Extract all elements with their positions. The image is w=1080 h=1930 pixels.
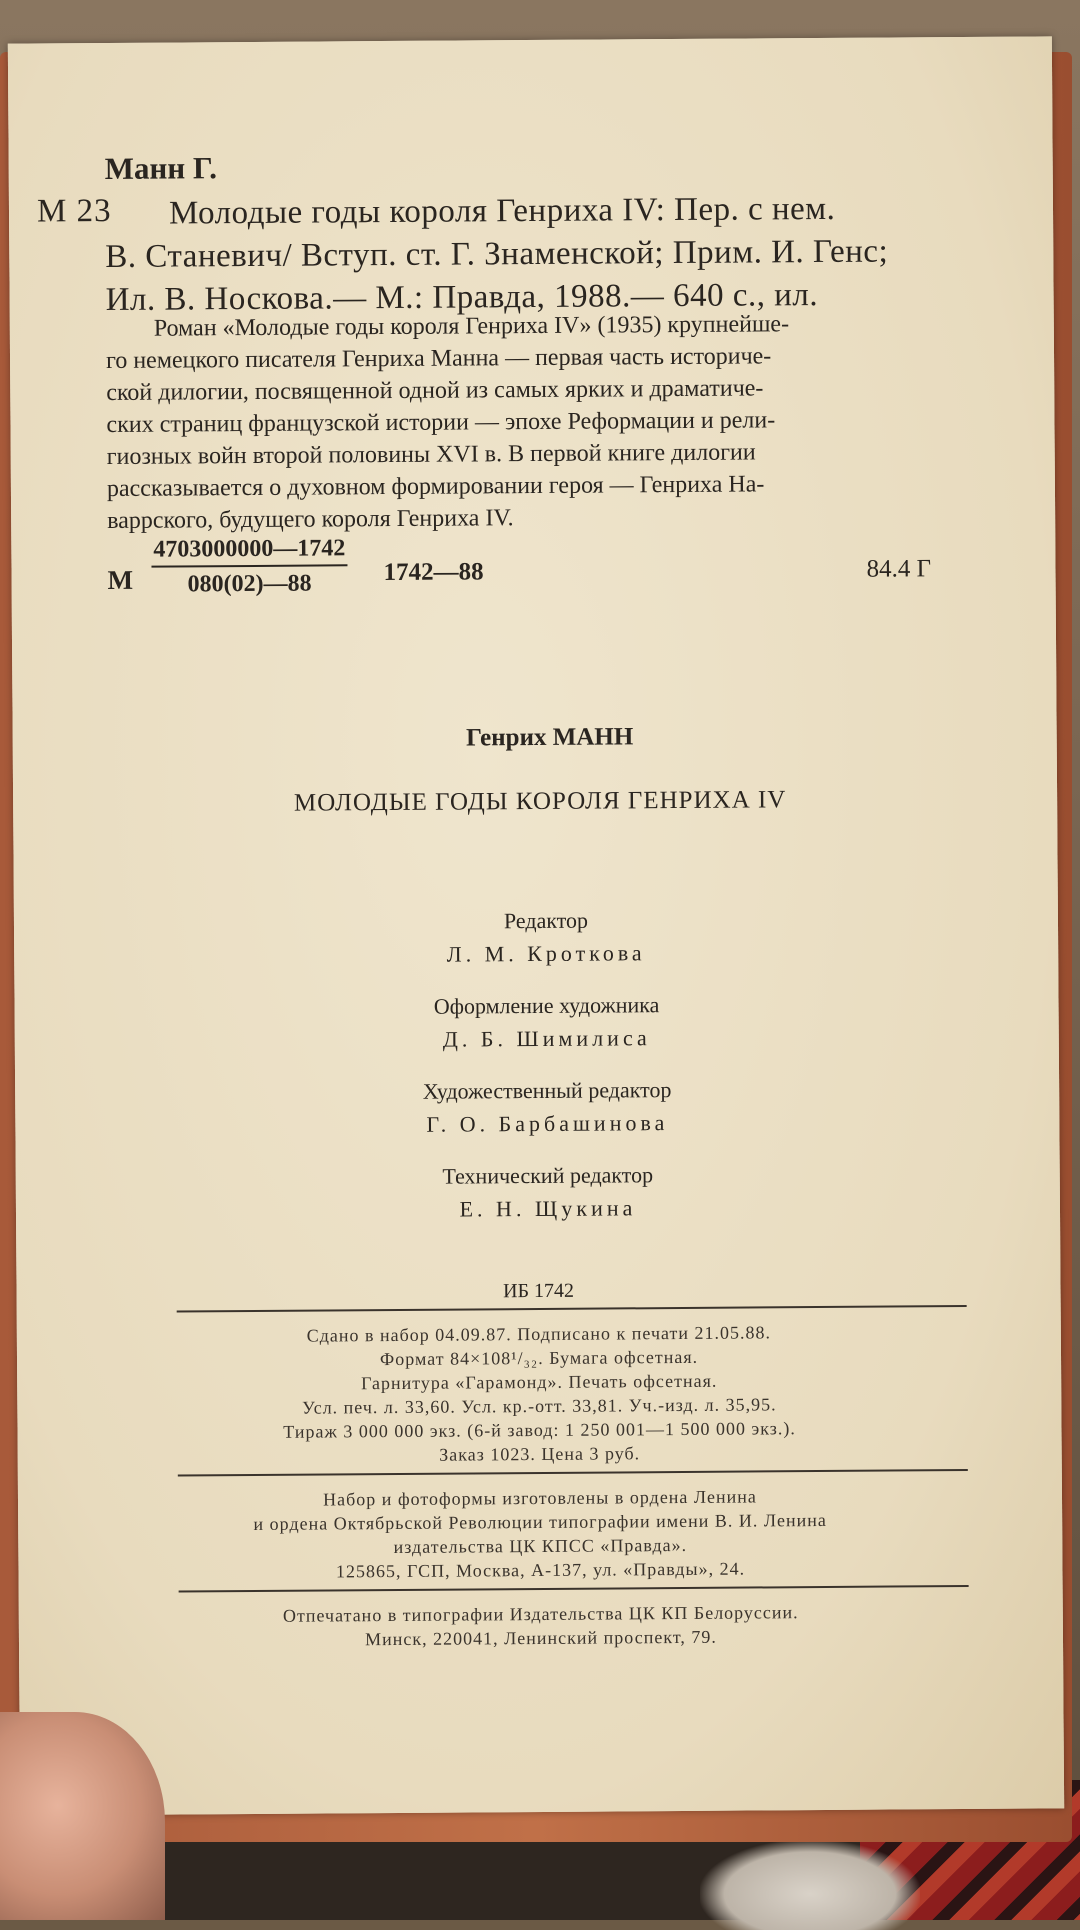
imprint-line: Формат 84×108¹/₃₂. Бумага офсетная. xyxy=(379,1346,699,1370)
bib-line: Молодые годы короля Генриха IV: Пер. с нем. xyxy=(168,190,836,232)
credit-role: Редактор xyxy=(503,907,589,934)
credit-person: Д. Б. Шимилиса xyxy=(442,1025,651,1052)
annotation-line: го немецкого писателя Генриха Манна — первая часть историче- xyxy=(105,343,772,374)
annotation-line: рассказывается о духовном формировании героя — Генриха На- xyxy=(106,471,765,502)
divider xyxy=(179,1585,969,1593)
imprint-line: Тираж 3 000 000 экз. (6-й завод: 1 250 001—1 500 000 экз.). xyxy=(283,1418,796,1442)
credit-role: Художественный редактор xyxy=(422,1077,672,1104)
annotation-line: ской дилогии, посвященной одной из самых ярких и драматиче- xyxy=(106,375,764,406)
bib-author: Манн Г. xyxy=(104,150,218,186)
classification-numerator: 4703000000—1742 xyxy=(153,535,346,563)
imprint-line: издательства ЦК КПСС «Правда». xyxy=(393,1534,688,1558)
imprint-typesetting xyxy=(18,1482,1063,1585)
bib-line: Ил. В. Носкова.— М.: Правда, 1988.— 640 с., ил. xyxy=(105,277,819,318)
imprint-line: Минск, 220041, Ленинский проспект, 79. xyxy=(365,1626,717,1650)
divider xyxy=(177,1305,967,1313)
imprint-line: Гарнитура «Гарамонд». Печать офсетная. xyxy=(360,1370,718,1394)
imprint-line: Заказ 1023. Цена 3 руб. xyxy=(439,1443,641,1465)
imprint-printing xyxy=(19,1598,1063,1653)
credit-person: Л. М. Кроткова xyxy=(446,940,646,967)
bib-line: В. Станевич/ Вступ. ст. Г. Знаменской; Прим. И. Генс; xyxy=(105,233,889,275)
classification-right: 1742—88 xyxy=(383,558,484,587)
fur-object xyxy=(700,1840,920,1930)
title-book: МОЛОДЫЕ ГОДЫ КОРОЛЯ ГЕНРИХА IV xyxy=(293,786,787,817)
bbk-code: 84.4 Г xyxy=(866,555,932,583)
credit-role: Технический редактор xyxy=(442,1162,654,1189)
imprint-line: Усл. печ. л. 33,60. Усл. кр.-отт. 33,81. Уч.-изд. л. 35,95. xyxy=(302,1394,777,1418)
credit-role: Оформление художника xyxy=(433,992,660,1019)
imprint-production xyxy=(17,1318,1062,1469)
classification-denominator: 080(02)—88 xyxy=(187,570,312,598)
classification-letter: М xyxy=(107,564,134,595)
book-page xyxy=(8,36,1064,1815)
annotation-line: ских страниц французской истории — эпохе Реформации и рели- xyxy=(106,407,776,438)
ib-number: ИБ 1742 xyxy=(503,1279,575,1303)
imprint-line: Сдано в набор 04.09.87. Подписано к печати 21.05.88. xyxy=(306,1322,772,1346)
imprint-line: Отпечатано в типографии Издательства ЦК КП Белоруссии. xyxy=(282,1602,799,1626)
annotation-line: варрского, будущего короля Генриха IV. xyxy=(107,505,514,534)
classification-fraction xyxy=(151,535,347,598)
bib-entry xyxy=(105,187,952,322)
imprint-line: и ордена Октябрьской Революции типографии имени В. И. Ленина xyxy=(253,1509,827,1534)
title-author: Генрих МАНН xyxy=(466,723,634,752)
annotation xyxy=(106,307,954,537)
credits xyxy=(14,900,1060,1247)
credit-person: Г. О. Барбашинова xyxy=(426,1110,669,1137)
imprint-line: Набор и фотоформы изготовлены в ордена Ленина xyxy=(323,1486,757,1510)
bib-code: М 23 xyxy=(36,192,112,230)
annotation-line: гиозных войн второй половины XVI в. В первой книге дилогии xyxy=(106,439,756,470)
divider xyxy=(178,1469,968,1477)
annotation-line: Роман «Молодые годы короля Генриха IV» (1935) крупнейше- xyxy=(153,311,790,342)
fraction-rule xyxy=(151,564,347,567)
credit-person: Е. Н. Щукина xyxy=(459,1195,637,1222)
imprint-line: 125865, ГСП, Москва, А-137, ул. «Правды», 24. xyxy=(335,1558,746,1582)
